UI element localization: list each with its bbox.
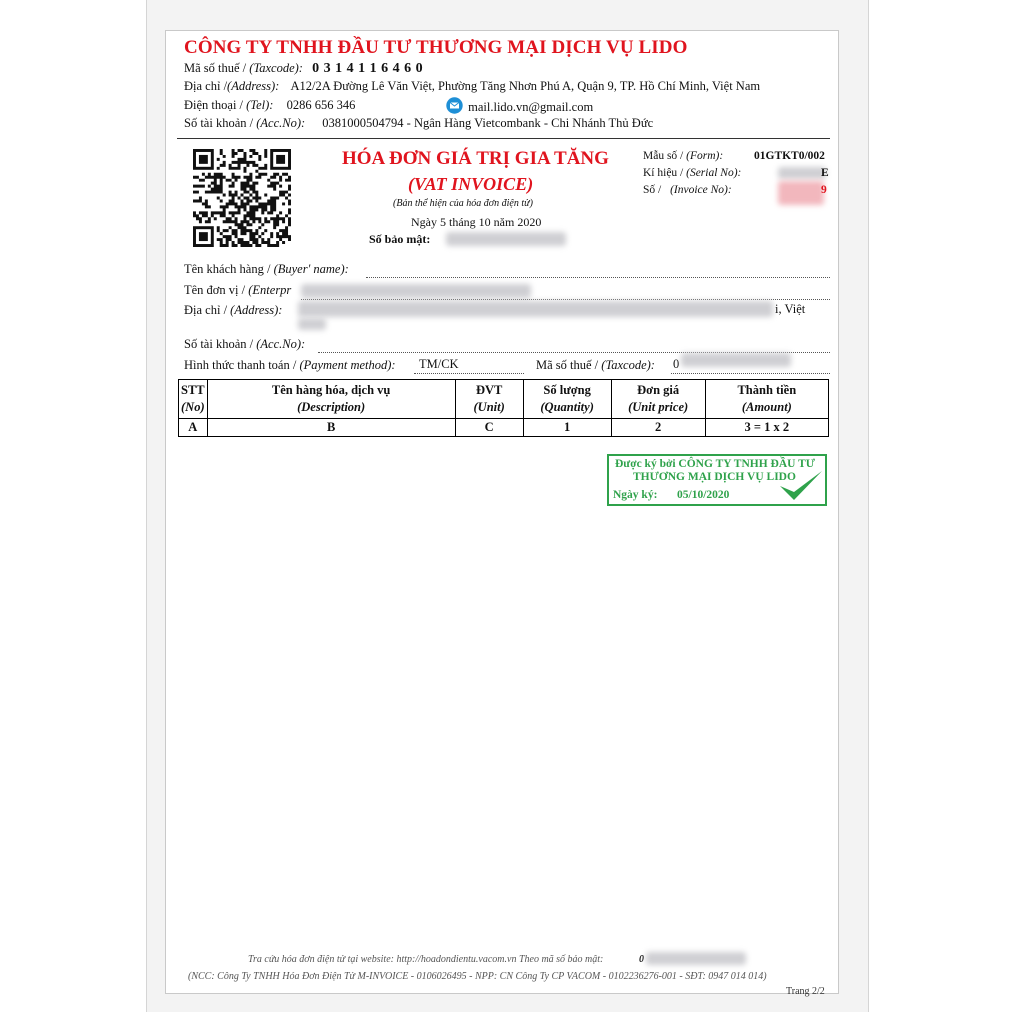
buyer-taxcode-redacted [681,353,791,367]
buyer-unit-redacted [301,284,531,298]
buyer-taxcode-label: Mã số thuế / [536,358,599,372]
signature-line2: THƯƠNG MẠI DỊCH VỤ LIDO [633,471,796,483]
seller-taxcode-row [184,61,423,77]
number-visible: 9 [821,184,827,196]
seller-acc-label-en: (Acc.No): [256,116,306,130]
buyer-address-row [184,303,282,318]
seller-taxcode-label: Mã số thuế / [184,61,247,75]
invoice-page [165,30,839,994]
seller-tel-row [184,98,355,113]
table-header-row [179,380,829,419]
seller-acc: 0381000504794 - Ngân Hàng Vietcombank - Chi Nhánh Thủ Đức [322,116,654,130]
table-code-cell: C [455,419,523,437]
seller-tel-label-en: (Tel): [246,98,274,112]
buyer-address-label: Địa chỉ / [184,303,228,317]
buyer-taxcode-row [536,358,655,373]
buyer-unit-label: Tên đơn vị / [184,283,246,297]
invoice-date: Ngày 5 tháng 10 năm 2020 [411,215,542,229]
form-label-en: (Form): [686,150,724,162]
buyer-unit-field [301,299,830,300]
serial-label-en: (Serial No): [686,167,742,179]
table-code-cell: 2 [611,419,705,437]
buyer-address-tail: i, Việt [775,302,806,316]
buyer-name-row [184,262,349,277]
seller-acc-row [184,116,653,131]
invoice-note: (Bản thể hiện của hóa đơn điện tử) [393,198,533,209]
footer-lookup-visible: 0 [639,954,644,965]
form-label: Mẫu số / [643,150,684,162]
buyer-unit-label-en: (Enterpr [248,283,292,297]
checkmark-icon [777,468,825,504]
number-redacted [778,181,824,205]
buyer-acc-row [184,337,305,352]
seller-address-label-en: (Address): [227,79,280,93]
seller-tel: 0286 656 346 [286,98,356,112]
serial-label: Kí hiệu / [643,167,684,179]
signature-stamp [607,454,827,506]
signature-date: 05/10/2020 [677,489,730,501]
table-header-cell: STT (No) [179,380,208,419]
footer-lookup: Tra cứu hóa đơn điện tử tại website: http://hoadondientu.vacom.vn Theo mã số bảo mật: [248,954,604,965]
items-table [178,379,829,437]
number-label: Số / [643,184,662,196]
seller-tel-label: Điện thoại / [184,98,244,112]
seller-taxcode: 0 3 1 4 1 1 6 4 6 0 [312,61,424,76]
table-code-cell: B [207,419,455,437]
number-label-en: (Invoice No): [670,184,732,196]
buyer-address-redacted [298,301,773,317]
seller-taxcode-label-en: (Taxcode): [249,61,303,75]
table-code-cell: A [179,419,208,437]
buyer-address-redacted-2 [298,318,326,330]
seller-email-row [446,97,593,115]
buyer-taxcode-visible: 0 [673,357,680,371]
signature-line1: Được ký bởi CÔNG TY TNHH ĐẦU TƯ [615,458,815,470]
number-row [643,184,732,196]
page-number: Trang 2/2 [786,986,825,997]
form-row [643,150,723,162]
invoice-title: HÓA ĐƠN GIÁ TRỊ GIA TĂNG [342,148,609,169]
buyer-address-label-en: (Address): [230,303,283,317]
table-header-cell: Đơn giá (Unit price) [611,380,705,419]
qr-code-icon [193,149,291,247]
secret-code-label: Số bảo mật: [369,232,431,246]
secret-code-redacted [446,232,566,246]
seller-address-row [184,79,760,94]
header-divider [177,138,830,139]
serial-row [643,167,741,179]
table-header-cell: ĐVT (Unit) [455,380,523,419]
seller-company-name: CÔNG TY TNHH ĐẦU TƯ THƯƠNG MẠI DỊCH VỤ LIDO [184,37,688,58]
email-icon [446,97,463,114]
buyer-name-field [366,277,830,278]
buyer-unit-row [184,283,291,298]
table-code-cell: 3 = 1 x 2 [705,419,828,437]
table-header-cell: Tên hàng hóa, dịch vụ (Description) [207,380,455,419]
payment-label-en: (Payment method): [299,358,396,372]
payment-field [414,373,524,374]
serial-redacted [778,167,826,179]
seller-address: A12/2A Đường Lê Văn Việt, Phường Tăng Nhơn Phú A, Quận 9, TP. Hồ Chí Minh, Việt Nam [290,79,761,93]
buyer-acc-label-en: (Acc.No): [256,337,306,351]
form-value: 01GTKT0/002 [754,150,825,162]
seller-acc-label: Số tài khoản / [184,116,254,130]
signature-date-label: Ngày ký: [613,489,658,501]
table-header-cell: Thành tiền (Amount) [705,380,828,419]
buyer-taxcode-label-en: (Taxcode): [601,358,655,372]
seller-address-label: Địa chỉ / [184,79,228,93]
footer-provider: (NCC: Công Ty TNHH Hóa Đơn Điện Tử M-INVOICE - 0106026495 - NPP: CN Công Ty CP VACOM - 0102236276-001 - SĐT: 0947 014 014) [188,971,767,982]
table-header-cell: Số lượng (Quantity) [523,380,611,419]
footer-lookup-redacted [646,952,746,965]
payment-value: TM/CK [419,357,459,371]
buyer-name-label-en: (Buyer' name): [273,262,349,276]
buyer-name-label: Tên khách hàng / [184,262,271,276]
table-code-cell: 1 [523,419,611,437]
payment-label: Hình thức thanh toán / [184,358,297,372]
invoice-title-en: (VAT INVOICE) [408,174,534,194]
table-code-row [179,419,829,437]
buyer-taxcode-field [671,373,830,374]
seller-email: mail.lido.vn@gmail.com [468,100,594,114]
serial-visible: E [821,167,829,179]
buyer-acc-label: Số tài khoản / [184,337,254,351]
payment-row [184,358,396,373]
